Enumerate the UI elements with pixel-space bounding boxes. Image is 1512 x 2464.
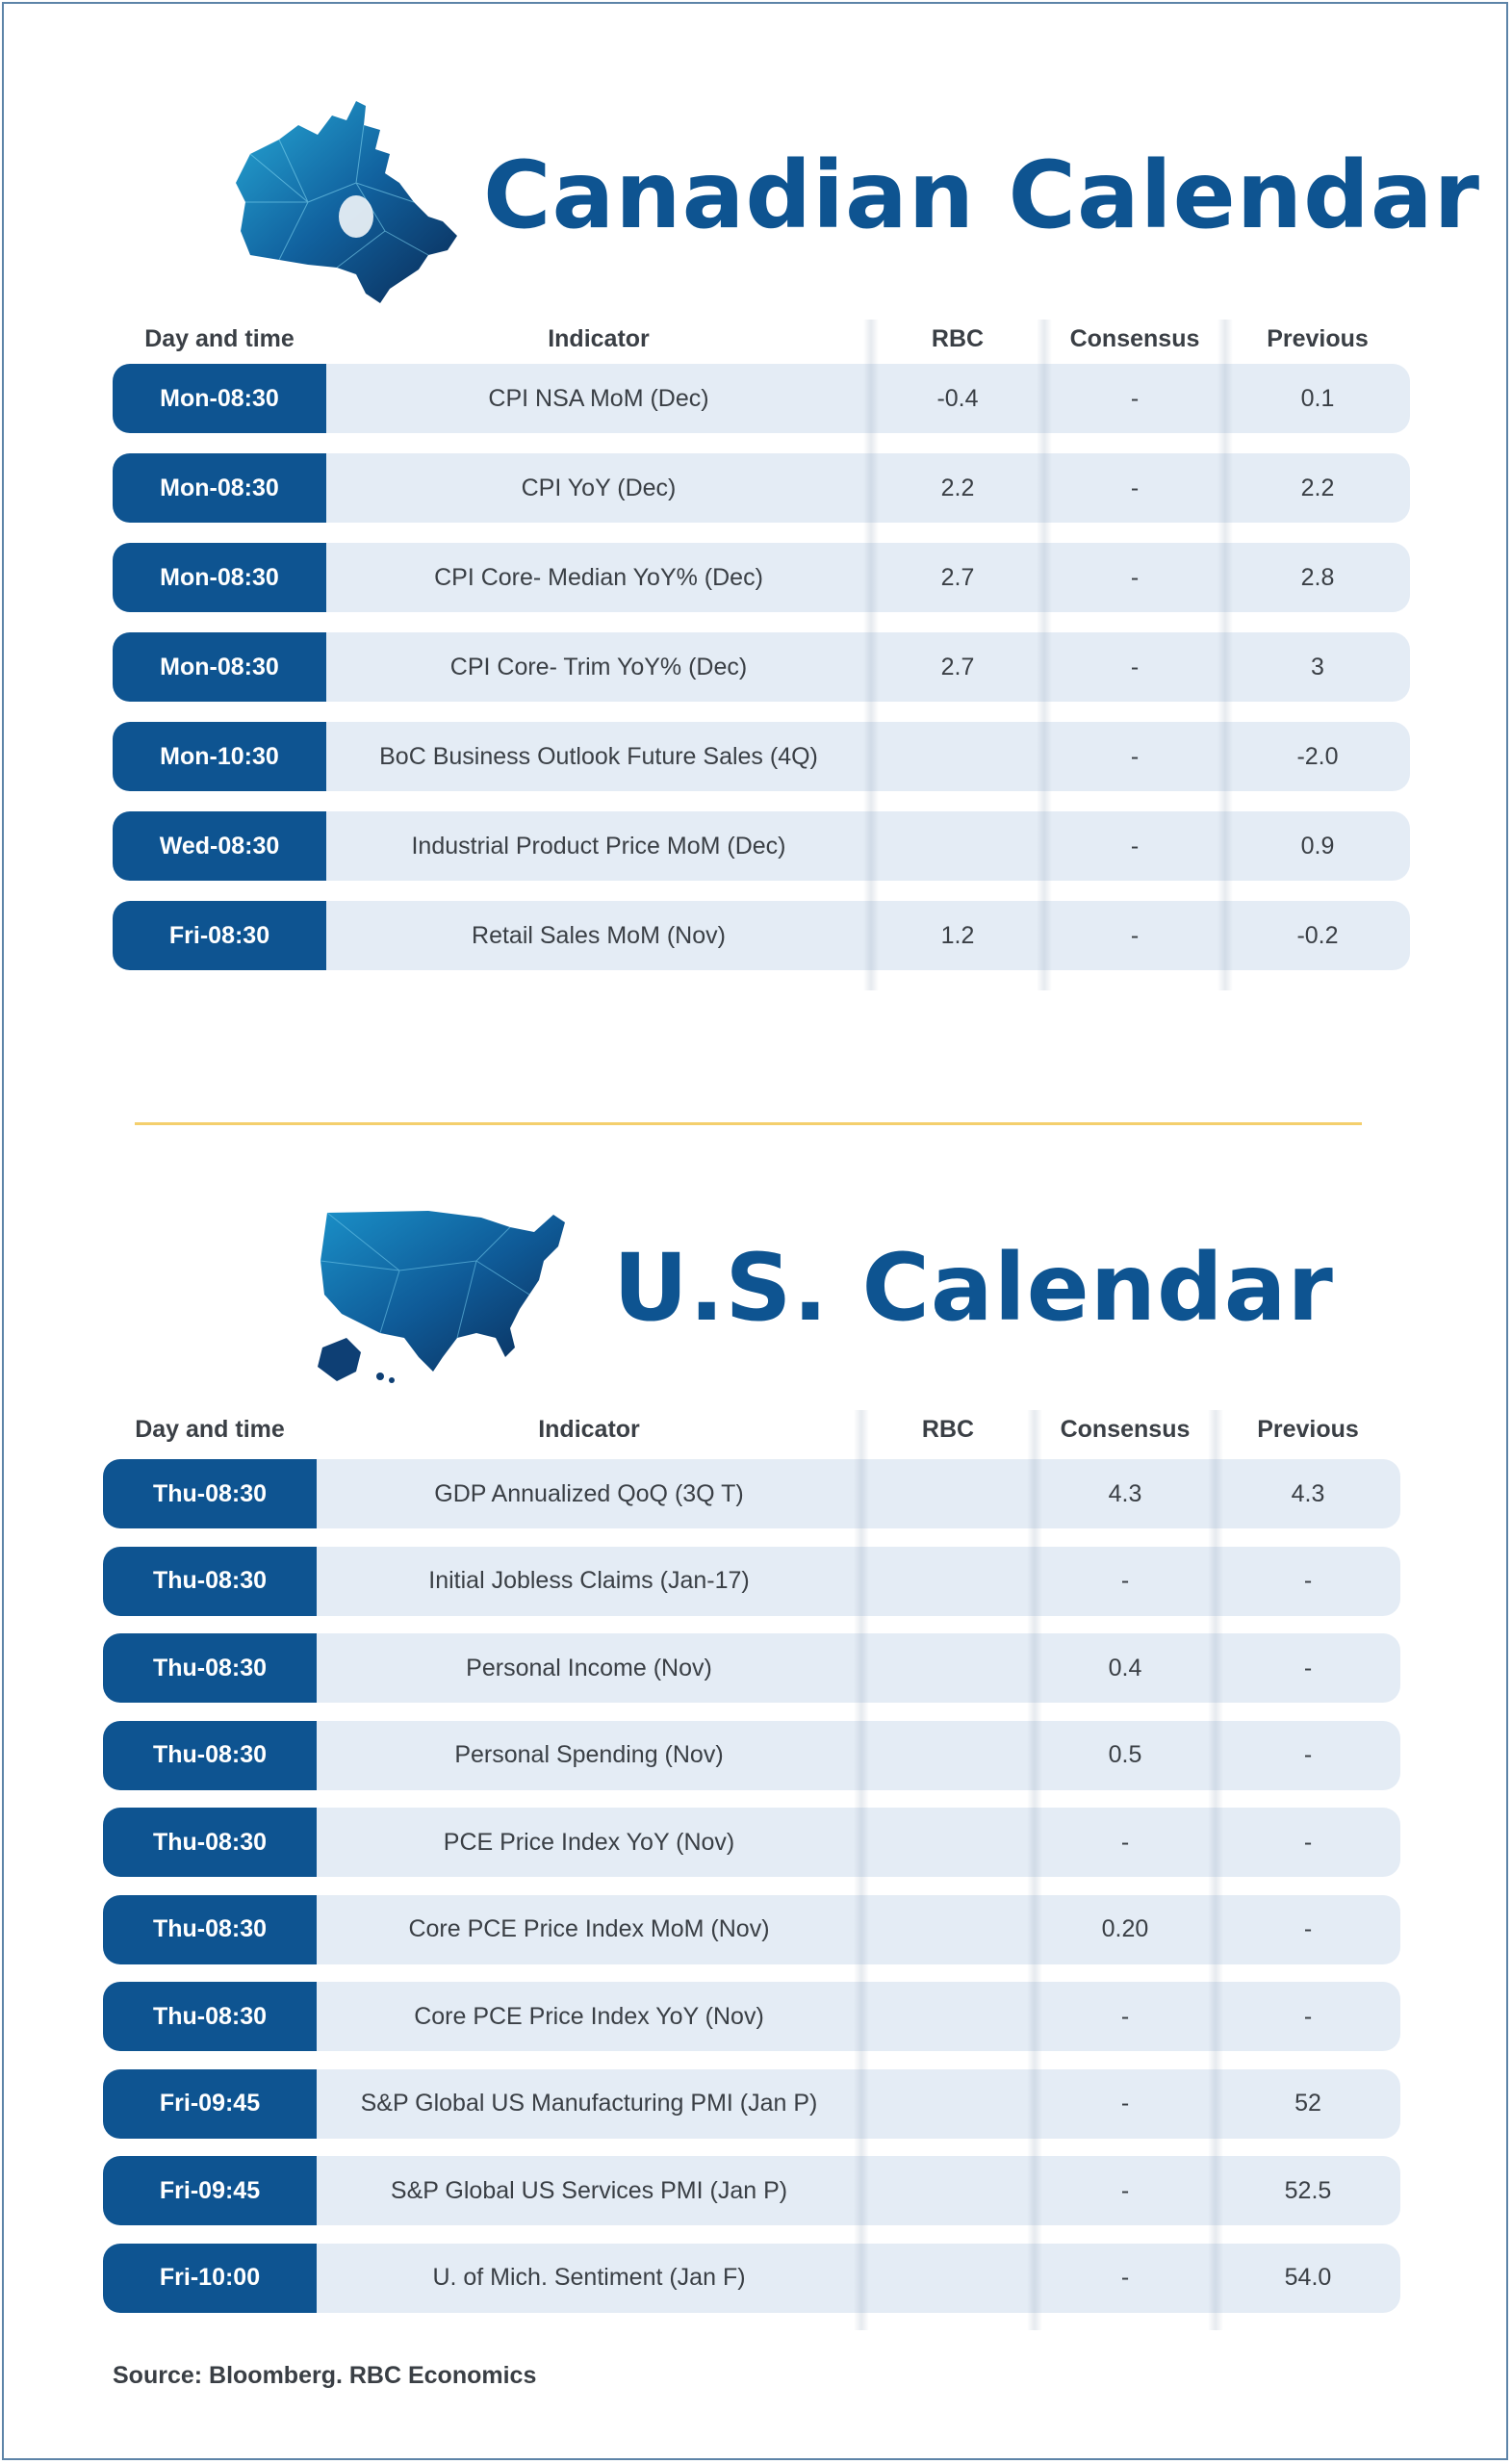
table-row (113, 453, 1410, 523)
previous-cell: 52.5 (1284, 2176, 1332, 2204)
table-row (103, 1808, 1400, 1877)
day-time-cell: Thu-08:30 (103, 1895, 317, 1964)
header-consensus: Consensus (1060, 1415, 1191, 1443)
table-row (103, 2069, 1400, 2139)
day-time-cell: Mon-08:30 (113, 543, 326, 612)
canada-title: Canadian Calendar (483, 141, 1480, 249)
day-time-cell: Mon-08:30 (113, 632, 326, 702)
consensus-cell: 0.20 (1101, 1915, 1149, 1942)
rbc-cell (861, 1808, 1035, 1877)
previous-cell: 2.8 (1300, 563, 1335, 591)
consensus-cell: - (1120, 1828, 1130, 1856)
day-time-cell: Fri-09:45 (103, 2069, 317, 2139)
consensus-cell: - (1120, 1567, 1130, 1594)
table-row (113, 543, 1410, 612)
day-time-cell: Thu-08:30 (103, 1547, 317, 1616)
us-calendar-table (103, 1410, 1400, 2315)
consensus-cell: - (1130, 384, 1140, 412)
day-time-cell: Fri-09:45 (103, 2156, 317, 2225)
consensus-cell: - (1120, 2264, 1130, 2291)
consensus-cell: - (1130, 653, 1140, 680)
day-time-cell: Thu-08:30 (103, 1633, 317, 1703)
consensus-cell: - (1130, 742, 1140, 770)
consensus-cell: - (1130, 474, 1140, 501)
previous-cell: -0.2 (1296, 921, 1339, 949)
consensus-cell: - (1120, 2002, 1130, 2030)
table-row (103, 1721, 1400, 1790)
rbc-cell (861, 2069, 1035, 2139)
indicator-cell: Initial Jobless Claims (Jan-17) (428, 1567, 750, 1594)
previous-cell: - (1303, 1915, 1313, 1942)
indicator-cell: Retail Sales MoM (Nov) (472, 921, 726, 949)
rbc-cell (861, 2156, 1035, 2225)
previous-cell: 2.2 (1300, 474, 1335, 501)
table-row (113, 722, 1410, 791)
day-time-cell: Thu-08:30 (103, 1721, 317, 1790)
previous-cell: - (1303, 1741, 1313, 1768)
section-divider (135, 1122, 1362, 1125)
indicator-cell: S&P Global US Manufacturing PMI (Jan P) (360, 2090, 818, 2117)
usa-map-icon (313, 1203, 602, 1391)
day-time-cell: Mon-08:30 (113, 364, 326, 433)
table-row (103, 1982, 1400, 2051)
indicator-cell: CPI Core- Median YoY% (Dec) (434, 563, 763, 591)
table-row (103, 2244, 1400, 2313)
table-row (103, 1547, 1400, 1616)
previous-cell: -2.0 (1296, 742, 1339, 770)
previous-cell: 4.3 (1291, 1479, 1325, 1507)
consensus-cell: - (1120, 2176, 1130, 2204)
rbc-cell: -0.4 (936, 384, 979, 412)
day-time-cell: Thu-08:30 (103, 1808, 317, 1877)
table-row (103, 2156, 1400, 2225)
day-time-cell: Fri-08:30 (113, 901, 326, 970)
indicator-cell: CPI YoY (Dec) (521, 474, 677, 501)
rbc-cell: 2.7 (940, 653, 975, 680)
us-title-block (313, 1203, 1334, 1391)
consensus-cell: - (1130, 563, 1140, 591)
indicator-cell: Industrial Product Price MoM (Dec) (411, 832, 786, 860)
rbc-cell (861, 1547, 1035, 1616)
rbc-cell (861, 1982, 1035, 2051)
day-time-cell: Thu-08:30 (103, 1459, 317, 1528)
indicator-cell: CPI Core- Trim YoY% (Dec) (449, 653, 748, 680)
consensus-cell: 4.3 (1108, 1479, 1142, 1507)
header-consensus: Consensus (1069, 324, 1200, 352)
day-time-cell: Fri-10:00 (103, 2244, 317, 2313)
indicator-cell: PCE Price Index YoY (Nov) (443, 1828, 735, 1856)
consensus-cell: 0.5 (1108, 1741, 1142, 1768)
header-rbc: RBC (931, 324, 985, 352)
indicator-cell: Personal Income (Nov) (466, 1654, 712, 1681)
previous-cell: - (1303, 1654, 1313, 1681)
canada-map-icon (221, 96, 472, 313)
indicator-cell: BoC Business Outlook Future Sales (4Q) (379, 742, 818, 770)
day-time-cell: Mon-10:30 (113, 722, 326, 791)
rbc-cell: 1.2 (940, 921, 975, 949)
consensus-cell: - (1120, 2090, 1130, 2117)
previous-cell: 3 (1311, 653, 1324, 680)
previous-cell: 52 (1294, 2090, 1321, 2117)
canada-calendar-table (113, 320, 1410, 974)
header-indicator: Indicator (538, 1415, 640, 1443)
previous-cell: - (1303, 1567, 1313, 1594)
previous-cell: - (1303, 2002, 1313, 2030)
source-note: Source: Bloomberg. RBC Economics (113, 2362, 537, 2389)
rbc-cell (861, 1721, 1035, 1790)
table-row (103, 1895, 1400, 1964)
table-row (103, 1633, 1400, 1703)
header-previous: Previous (1257, 1415, 1359, 1443)
rbc-cell: 2.2 (940, 474, 975, 501)
table-row (113, 811, 1410, 881)
indicator-cell: GDP Annualized QoQ (3Q T) (434, 1479, 744, 1507)
indicator-cell: S&P Global US Services PMI (Jan P) (390, 2176, 788, 2204)
header-previous: Previous (1267, 324, 1369, 352)
indicator-cell: Core PCE Price Index MoM (Nov) (408, 1915, 770, 1942)
rbc-cell (871, 811, 1044, 881)
rbc-cell (861, 1633, 1035, 1703)
table-row (113, 364, 1410, 433)
rbc-cell (871, 722, 1044, 791)
day-time-cell: Mon-08:30 (113, 453, 326, 523)
consensus-cell: 0.4 (1108, 1654, 1142, 1681)
day-time-cell: Wed-08:30 (113, 811, 326, 881)
table-row (113, 632, 1410, 702)
header-day-time: Day and time (135, 1415, 285, 1443)
rbc-cell (861, 2244, 1035, 2313)
previous-cell: 54.0 (1284, 2264, 1332, 2291)
rbc-cell (861, 1459, 1035, 1528)
previous-cell: - (1303, 1828, 1313, 1856)
header-rbc: RBC (921, 1415, 975, 1443)
previous-cell: 0.9 (1300, 832, 1335, 860)
indicator-cell: U. of Mich. Sentiment (Jan F) (432, 2264, 746, 2291)
table-row (103, 1459, 1400, 1528)
table-row (113, 901, 1410, 970)
canada-title-block (221, 96, 1480, 313)
us-title: U.S. Calendar (613, 1233, 1334, 1342)
indicator-cell: Personal Spending (Nov) (454, 1741, 724, 1768)
consensus-cell: - (1130, 832, 1140, 860)
consensus-cell: - (1130, 921, 1140, 949)
previous-cell: 0.1 (1300, 384, 1335, 412)
header-indicator: Indicator (548, 324, 650, 352)
header-day-time: Day and time (144, 324, 295, 352)
rbc-cell (861, 1895, 1035, 1964)
indicator-cell: CPI NSA MoM (Dec) (488, 384, 709, 412)
indicator-cell: Core PCE Price Index YoY (Nov) (414, 2002, 764, 2030)
rbc-cell: 2.7 (940, 563, 975, 591)
day-time-cell: Thu-08:30 (103, 1982, 317, 2051)
